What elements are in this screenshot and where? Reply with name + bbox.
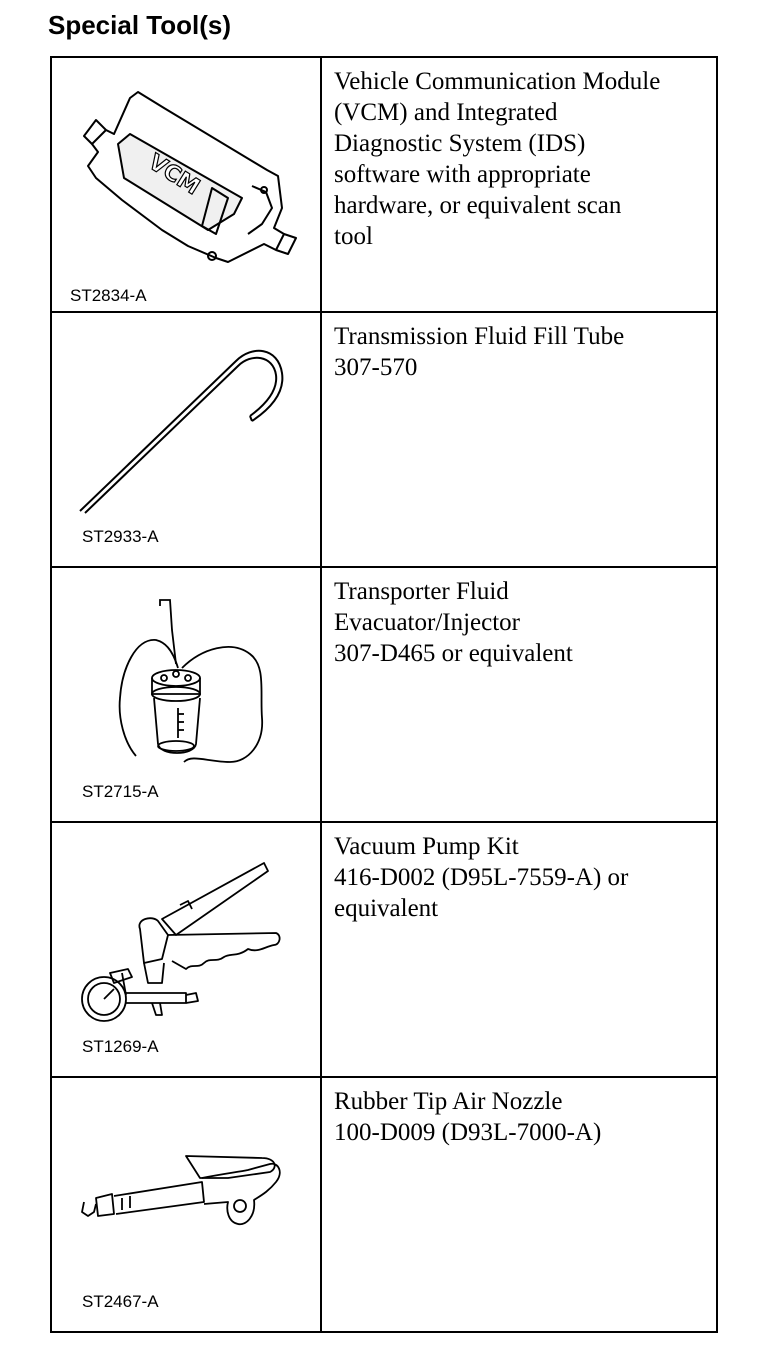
description-line: Transmission Fluid Fill Tube <box>334 323 625 350</box>
description-line: Vacuum Pump Kit <box>334 833 519 860</box>
tool-illustration-cell <box>51 57 321 312</box>
figure-code: ST2834-A <box>70 286 147 305</box>
description-line: 100-D009 (D93L-7000-A) <box>334 1119 602 1146</box>
description-line: Transporter Fluid <box>334 578 509 605</box>
description-line: tool <box>334 223 373 250</box>
section-heading: Special Tool(s) <box>48 10 231 40</box>
tool-illustration-cell <box>51 822 321 1077</box>
vcm-label: VCM <box>143 149 204 201</box>
table-row <box>51 822 717 1077</box>
tool-description <box>321 1077 717 1332</box>
description-line: software with appropriate <box>334 161 591 188</box>
tool-description <box>321 567 717 822</box>
description-line: 416-D002 (D95L-7559-A) or <box>334 864 629 891</box>
description-line: (VCM) and Integrated <box>334 99 558 126</box>
figure-code: ST2715-A <box>82 782 159 801</box>
description-line: Evacuator/Injector <box>334 609 521 636</box>
tool-description <box>321 57 717 312</box>
tool-illustration-cell <box>51 567 321 822</box>
description-line: hardware, or equivalent scan <box>334 192 622 219</box>
table-row <box>51 1077 717 1332</box>
table-row <box>51 312 717 567</box>
description-line: Rubber Tip Air Nozzle <box>334 1088 563 1115</box>
special-tools-table <box>50 56 718 1333</box>
table-row <box>51 567 717 822</box>
description-line: 307-570 <box>334 354 418 381</box>
tool-illustration-cell <box>51 1077 321 1332</box>
description-line: Diagnostic System (IDS) <box>334 130 586 157</box>
figure-code: ST2933-A <box>82 527 159 546</box>
figure-code: ST2467-A <box>82 1292 159 1311</box>
tool-illustration-cell <box>51 312 321 567</box>
description-line: equivalent <box>334 895 439 922</box>
table-row <box>51 57 717 312</box>
tool-description <box>321 822 717 1077</box>
vcm-module-icon <box>52 58 320 311</box>
description-line: 307-D465 or equivalent <box>334 640 573 667</box>
figure-code: ST1269-A <box>82 1037 159 1056</box>
description-line: Vehicle Communication Module <box>334 68 661 95</box>
tool-description <box>321 312 717 567</box>
